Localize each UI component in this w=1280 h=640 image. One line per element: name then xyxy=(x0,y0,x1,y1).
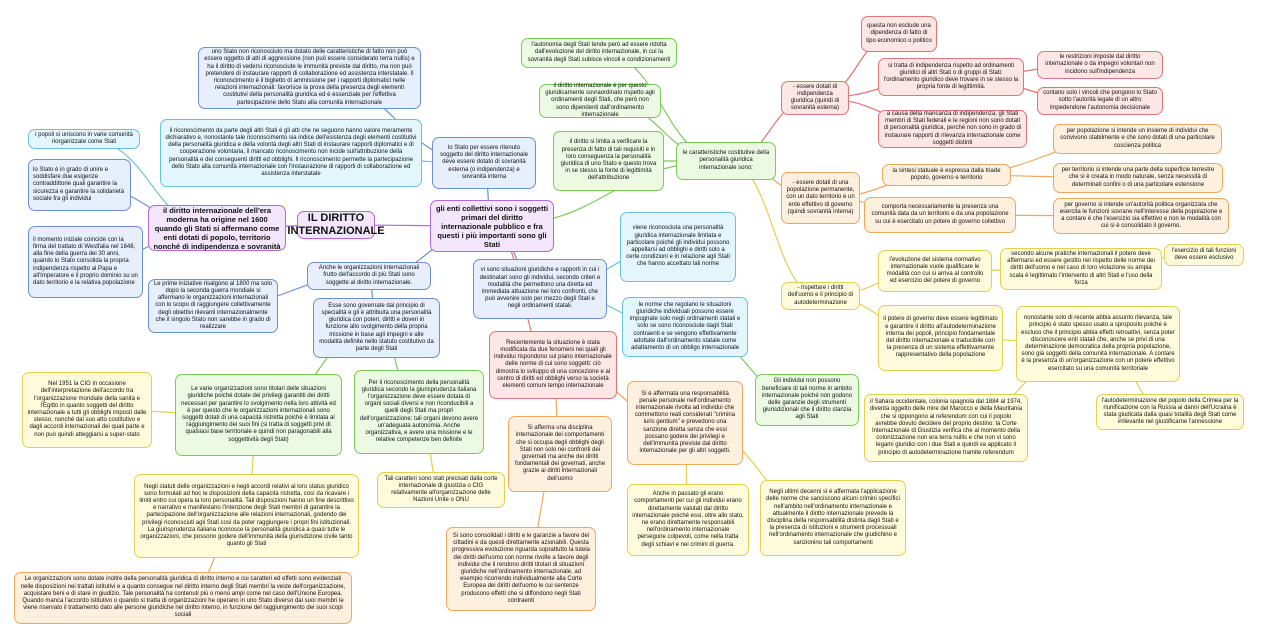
human-rights-node[interactable]: - rispettare i diritti dell'uomo e il principio di autodeterminazione xyxy=(781,282,860,310)
recent-decades-node[interactable]: Negli ultimi decenni si è affermata l'applicazione delle norme che sanciscono alcuni crimini specifici nell'ambito nell'ordinamento internazionale e attualmente il diritto internazionale prevede la disciplina della responsabilità distinta dagli Stati e la presenza di istituzioni e strumenti processuali nell'ordinamento internazionale che giudichino e sanzionino tali comportamenti xyxy=(760,480,906,556)
norms-individual-node[interactable]: le norme che regolano le situazioni giuridiche individuali possono essere impugnate solo negli ordinamenti statali e solo se sono riconosciute dagli Stati contraenti e se vengono effettivamente adottate dall'ordinamento statale come adattamento di un obbligo internazionale xyxy=(622,297,748,357)
origin-peoples-node[interactable]: i popoli si uniscono in varie comunità riorganizzate come Stati xyxy=(28,129,140,149)
de-facto-dependence-node[interactable]: questa non esclude una dipendenza di fatto di tipo economico o politico xyxy=(861,16,937,52)
criminal-responsibility-node[interactable]: Si è affermata una responsabilità penale personale nell'ordinamento internazionale rivolta ad individui che commettono reati considerati "crimina iuris gentium" e prevedono una sanzione diretta senza che essi possano godere dei privilegi e dell'immunità previste dal diritto internazionale per gli altri soggetti. xyxy=(627,381,743,465)
recent-changes-node[interactable]: Recentemente la situazione è stata modificata da due fenomeni nei quali gli individui rispondono sul piano internazionale delle norme di cui sono soggetti: ciò dimostra lo sviluppo di una concezione e al centro di diritti ed obblighi verso la società elementi comuni tempo internazionale xyxy=(489,331,617,399)
origin-westfalia-node[interactable]: il momento iniziale coincide con la firma del trattato di Westfalia nel 1648, alla fine della guerra dei 30 anni, quando lo Stato consolida la propria indipendenza rispetto al Papa e all'Imperatore e il proprio dominio su un dato territorio e la relativa popolazione xyxy=(28,226,143,298)
international-organizations-node[interactable]: Anche le organizzazioni internazionali frutto dell'accordo di più Stati sono soggette al diritto internazionale. xyxy=(307,262,431,290)
normative-evolution-node[interactable]: l'evoluzione del sistema normativo internazionale vuole qualificare le modalità con cui si arriva al controllo ed esercizio del potere di governo xyxy=(878,250,992,292)
domestic-personality-node[interactable]: Le organizzazioni sono dotate inoltre della personalità giuridica di diritto interno e cui caratteri ed effetti sono evidenziati nelle disposizioni nei trattati istitutivi e a quanto consegue nel diritto interno degli Stati membri la veste dell'organizzazione, acquistare beni e di stare in giudizio. Tale personalità ha contenuti più o meno ampi come nel caso dell'Unione Europea. Quando manca l'accordo istitutivo o quando si tratta di organizzazioni he operano in uno Stato diverso dai suoi membri le viene riservato il trattamento dato alle persone giuridiche nel diritto interno, in funzione del raggiungimento dei suoi scopi sociali xyxy=(14,572,352,624)
past-crimes-node[interactable]: Anche in passato gli erano comportamenti per cui gli individui erano direttamente valutati dal diritto internazionale poiché essi, oltre allo stato, ne erano direttamente responsabili nell'ordinamento internazionale perseguire colpevoli, come nella tratta degli schiavi e nei crimini di guerra. xyxy=(627,484,749,556)
state-sovereignty-node[interactable]: lo Stato per essere ritenuto soggetto del diritto internazionale deve essere dotato di sovranità esterna (o indipendenza) e sovranità interna xyxy=(432,137,536,189)
rights-guarantees-node[interactable]: Si sono consolidati i diritti e le garanzie a favore dei cittadini e da questi direttamente azionabili. Questa progressiva evoluzione riguarda soprattutto la tutela dei diritti dell'uomo con norme rivolte a favore degli individui che li rendono diritti titolari di situazioni giuridiche nell'ordinamento internazionale, ad esempio ricorrendo individualmente alla Corte Europea dei diritti dell'uomo le cui sentenze producono effetti che si diffondono negli Stati contraenti xyxy=(446,527,596,611)
unrecognized-state-node[interactable]: uno Stato non riconosciuto ma dotato delle caratteristiche di fatto non può essere oggetto di atti di aggressione (non può essere considerato terra nullis) e ha il diritto di vedersi riconosciute le immunità previste dal diritto, ma non può pretendere di instaurare rapporti di collaborazione ed assistenza interstatale. Il riconoscimento è il biglietto di ammissione per i rapporti diplomatici nelle relazioni internazionali: favorisce la prova della presenza degli elementi costitutivi della personalità giuridica ed è essenziale per l'effettiva partecipazione dello Stato alla comunità internazionale xyxy=(198,47,421,109)
legal-independence-node[interactable]: si tratta di indipendenza rispetto ad ordinamenti giuridici di altri Stati o di gruppi di Stati: l'ordinamento giuridico deve trovare in se stesso la propria fonte di legittimità. xyxy=(878,58,1024,96)
self-determination-node[interactable]: il potere di governo deve essere legittimato e garantire il diritto all'autodeterminazione interna dei popoli, principio fondamentale del diritto internazionale e traducibile con la presenza di un sistema effettivamente rappresentativo della popolazione xyxy=(878,305,1003,371)
community-node[interactable]: comporta necessariamente la presenza una comunità data da un territorio e da una popolazione su cui è esercitato un potere di governo collettivo xyxy=(864,197,1016,233)
restricted-capacity-node[interactable]: Le varie organizzazioni sono titolari delle situazioni giuridiche poiché dotate dei privilegi garantiti dei diritti necessari per garantire lo svolgimento nella loro attività ed è per questo che le organizzazioni internazionali sono soggetti dotati di una capacità ristretta poiché è limitata al raggiungimento dei suoi fini (si tratta di soggetti privi di qualsiasi base territoriale e quindi non paragonabili alla soggettività degli Stati) xyxy=(175,374,342,456)
italian-jurisprudence-node[interactable]: Per il riconoscimento della personalità giuridica secondo la giurisprudenza italiana l'organizzazione deve essere dotata di organi sociali diversi e non riconducibili a quelli degli Stati ma propri dell'organizzazione: tali organi devono avere un'adeguata autonomia. Anche organizzativa, e avere una missione e le relative competenze ben definite xyxy=(354,370,484,454)
constraints-node[interactable]: contano solo i vincoli che pongono lo Stato sotto l'autorità legale di un altro impedendone l'autonomia decisionale xyxy=(1037,87,1163,115)
exclusive-exercise-node[interactable]: l'esercizio di tali funzioni deve essere esclusivo xyxy=(1164,244,1244,266)
government-definition-node[interactable]: per governo si intende un'autorità politica organizzata che esercita le funzioni sovrane nell'interesse della popolazione e a contare è che l'esercizio sia effettivo e non le modalità con cui si è consolidato il governo. xyxy=(1053,198,1229,234)
federal-states-node[interactable]: a causa della mancanza di indipendenza, gli Stati membri di Stati federali e le regioni non sono dotati di personalità giuridica, perché non sono in grado di instaurare rapporti di rilevanza internazionale come soggetti distinti xyxy=(878,110,1027,148)
independence-node[interactable]: - essere dotati di indipendenza giuridica (quindi di sovranità esterna) xyxy=(781,81,849,115)
cig-1951-node[interactable]: Nel 1951 la CIG in occasione dell'interpretazione dell'accordo tra l'organizzazione mondiale della sanità e l'Egitto in quanto soggetti del diritto internazionale a tutti gli obblighi imposti dalle stesso, nonché dal suo atto costitutivo e dagli accordi internazionali dei quali parte e non può quindi atteggiarsi a super-stato xyxy=(22,372,152,448)
restrictions-node[interactable]: le restrizioni imposte dal diritto internazionale o da impegni volontari non incidono sull'indipendenza xyxy=(1037,51,1163,79)
onu-node[interactable]: Tali caratteri sono stati precisati dalla corte internazionale di giustizia o CIG relativamente all'organizzazione delle Nazioni Unite o ONU xyxy=(377,472,505,508)
root-topic[interactable]: IL DIRITTO INTERNAZIONALE xyxy=(287,211,385,237)
western-sahara-node[interactable]: il Sahara occidentale, colonia spagnola dal 1884 al 1974, diventa oggetto delle mire del Marocco e della Mauritania che si oppongono al referendum con cui il popolo avrebbe dovuto decidere del proprio destino: la Corte Internazionale di Giustizia verifica che al momento della colonizzazione non era terra nullis e che non vi sono legami giuridici con i due Stati e quindi va applicato il principio di autodeterminazione tramite referendum xyxy=(864,394,1028,462)
verification-node[interactable]: il diritto si limita a verificare la presenza di fatto di tali requisiti e in loro conseguenza la personalità giuridica di uno Stato e questo trova in se stesso la fonte di legittimità dell'attribuzione xyxy=(553,131,664,191)
retroactivity-node[interactable]: nonostante solo di recente abbia assunto rilevanza, tale principio è stato spesso usato a sproposito poiché è escluso che il principio abbia effetti retroattivi, senza poter disconoscere enti statali che, anche se privi di una determinazione democratica della propria popolazione, sono già soggetti della comunità internazionale. A contare è la presenza di un'organizzazione con un potere effettivo esercitato su una comunità territoriale xyxy=(1016,306,1180,382)
population-territory-node[interactable]: - essere dotati di una popolazione permanente, con un dato territorio e un ente effettivo di governo (quindi sovranità interna) xyxy=(781,172,860,224)
first-initiatives-node[interactable]: Le prime iniziative risalgono al 1800 ma solo dopo la seconda guerra mondiale si affermano le organizzazioni internazionali con lo scopo di raggiungere collettivamente degli obiettivi rilevanti internazionalmente che il singolo Stato non sarebbe in grado di realizzare xyxy=(148,279,278,333)
superordination-node[interactable]: il diritto internazionale è per questo giuridicamente sovraordinato rispetto agli ordinamenti degli Stati, che però non sono dipendenti dall'ordinamento internazionale xyxy=(539,84,661,118)
statutes-node[interactable]: Negli statuti delle organizzazioni e negli accordi relativi al loro status giuridico sono formulati ad hoc le disposizioni della capacità ristretta, così da ricavare i limiti entro cui opera la loro personalità. Tali disposizioni hanno un fine descrittivo e narrativo e manifestano l'intenzione degli Stati membri di garantire la partecipazione dell'organizzazione alle relazioni internazionali, godendo dei privilegi riconosciuti agli Stati così da poter raggiungere i propri fini istituzionali. La giurisprudenza italiana riconosce la personalità giuridica a quasi tutte le organizzazioni, che possono godere dell'immunità della giurisdizione civile tanto quanto gli Stati xyxy=(134,474,359,558)
subjects-node[interactable]: gli enti collettivi sono i soggetti primari del diritto internazionale pubblico e fra questi i più importanti sono gli Stati xyxy=(430,200,554,252)
speciality-principle-node[interactable]: Esse sono governate dal principio di specialità e gli è attribuita una personalità giuridica con poteri, diritti e doveri in funzione allo svolgimento della propria missione in base agli impegni e alle modalità definite nello statuto costitutivo da parte degli Stati xyxy=(313,298,440,358)
recognition-node[interactable]: il riconoscimento da parte degli altri Stati è gli atti che ne seguono hanno valore meramente dichiarativo e, nonostante tale riconoscimento sia indice dell'esistenza degli elementi costitutivi della personalità giuridica e della volontà degli altri Stati di instaurare rapporti diplomatici e di cooperazione volontaria, il mancato riconoscimento non incide sull'attribuzione della personalità e dei conseguenti diritti ed obblighi. Il riconoscimento permette la partecipazione dello Stato alla comunità internazionale con l'instaurazione di rapporti di collaborazione ed assistenza interstatale xyxy=(160,119,422,187)
autonomy-node[interactable]: l'autonomia degli Stati tende però ad essere ridotta dall'evoluzione del diritto internazionale, in cui la sovranità degli Stati subisce vincoli e condizionamenti xyxy=(521,38,677,68)
crimea-node[interactable]: l'autodeterminazione del popolo della Crimea per la riunificazione con la Russia ai danni dell'Ucraina è stata giudicata dalla quasi totalità degli Stati come irrilevante nel giustificarne l'annessione xyxy=(1096,394,1244,430)
origin-node[interactable]: il diritto internazionale dell'era moderna ha origine nel 1600 quando gli Stati si affermano come enti dotati di popolo, territorio nonché di indipendenza e sovranità xyxy=(148,205,286,251)
limited-personality-node[interactable]: viene riconosciuta una personalità giuridica internazionale limitata e particolare poiché gli individui possono appellarsi ad obblighi e diritti solo a certe condizioni e in relazione agli Stati che hanno accettato tali norme xyxy=(620,212,736,282)
intervention-node[interactable]: secondo alcune pratiche internazionali il potere deve affermarsi ed essere gestito nel rispetto delle norme dei diritti dell'uomo e nel caso di loro violazione su ampia scala è legittimato l'intervento di altri Stati e l'uso della forza xyxy=(1000,248,1162,290)
individual-guarantees-node[interactable]: Gli individui non possono beneficiare di tali norme in ambito internazionale poiché non godono delle garanzie degli strumenti giurisdizionali che il diritto stanzia agli Stati xyxy=(755,374,859,426)
characteristics-node[interactable]: le caratteristiche costitutive della personalità giuridica internazionale sono: xyxy=(676,142,776,180)
individuals-node[interactable]: vi sono situazioni giuridiche e rapporti in cui i destinatari sono gli individui, secondo criteri e modalità che permettono una diretta ed immediata attuazione nei loro confronti, che può avvenire solo per mezzo degli Stati e negli ordinamenti statali. xyxy=(473,259,607,319)
behaviour-discipline-node[interactable]: Si afferma una disciplina internazionale dei comportamenti che si occupa degli obblighi degli Stati non solo nei confronti dei governati ma anche dei diritti fondamentali dei governati, anche grazie ai diritti internazionali dell'uomo xyxy=(508,416,612,492)
territory-definition-node[interactable]: per territorio si intende una parte della superficie terrestre che si è creata in modo naturale, senza necessità di determinati confini o di una particolare estensione xyxy=(1053,163,1223,193)
triad-node[interactable]: la sintesi statuale è espressa dalla triade popolo, governo e territorio xyxy=(882,164,1011,186)
population-definition-node[interactable]: per popolazione si intende un insieme di individui che convivono stabilmente e che sono dotati di una particolare coscienza politica xyxy=(1053,124,1222,154)
origin-state-needs-node[interactable]: lo Stato è in grado di unire e soddisfare due esigenze contraddittorie quali garantire la sicurezza e garantire la solidarietà sociale fra gli individui xyxy=(28,159,131,211)
